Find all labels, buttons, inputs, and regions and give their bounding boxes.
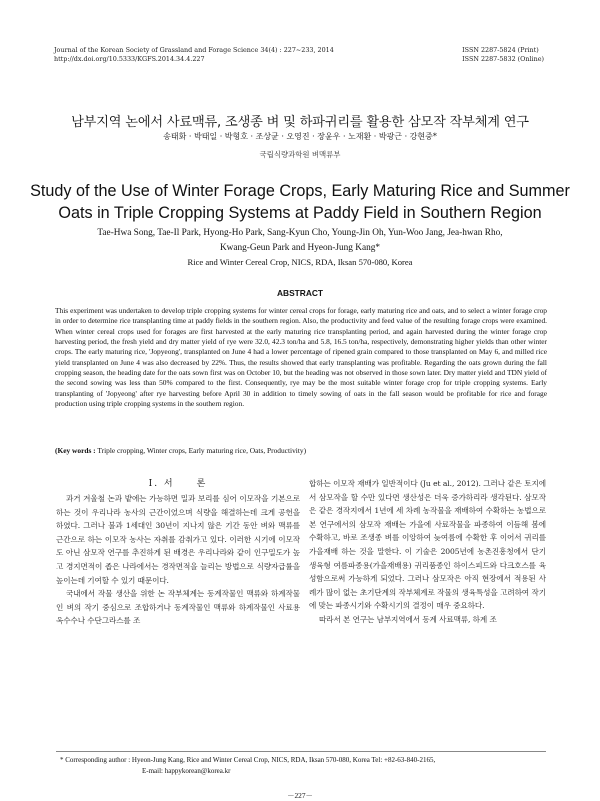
- intro-paragraph-4: 따라서 본 연구는 남부지역에서 동계 사료맥류, 하계 조: [319, 614, 497, 624]
- intro-paragraph-2: 국내에서 작물 생산을 위한 논 작부체계는 동계작물인 맥류와 하계작물인 벼의 작기 중심으로 조합하거나 동계작물인 맥류와 하계작물인 사료용 옥수수나 수단그라스를 조: [56, 589, 300, 626]
- intro-paragraph-3: 합하는 이모작 재배가 일반적이다 (Ju et al., 2012). 그러나 같은 토지에서 삼모작을 할 수만 있다면 생산성은 더욱 증가하리라 생각된다. 삼모작은 같은 경작지에서 1년에 세 차례 농작물을 재배하여 수확하는 농법으로 본 연구에서의 삼모작 재배는 가을에 사료작물을 파종하여 이듬해 봄에 수확하고, 바로 조생종 벼를 이앙하여 늦여름에 수확한 후 이어서 귀리를 가을재배 하는 것을 말한다. 이 기술은 2005년에 농촌진흥청에서 단기 생육형 여름파종용(가을재배용) 귀리품종인 하이스피드와 다크호스를 육성함으로써 가능하게 되었다. 그러나 삼모작은 아직 현장에서 적용된 사례가 많이 없는 초기단계의 작부체계로 작물의 생육특성을 고려하여 작기에 맞는 파종시기와 수확시기의 결정이 매우 중요하다.: [309, 479, 546, 611]
- keywords-list: Triple cropping, Winter crops, Early maturing rice, Oats, Productivity): [97, 446, 307, 455]
- korean-affiliation: 국립식량과학원 벼맥류부: [259, 150, 341, 159]
- body-column-right: [309, 477, 546, 627]
- footnote-divider: [56, 751, 546, 752]
- korean-title: 남부지역 논에서 사료맥류, 조생종 벼 및 하파귀리를 활용한 삼모작 작부체계 연구: [71, 115, 529, 130]
- doi-link[interactable]: http://dx.doi.org/10.5333/KGFS.2014.34.4.227: [54, 55, 205, 63]
- footnote: [60, 755, 546, 777]
- abstract-heading: ABSTRACT: [276, 288, 324, 298]
- english-authors-line1: Tae-Hwa Song, Tae-Il Park, Hyong-Ho Park, Sang-Kyun Cho, Young-Jin Oh, Yun-Woo Jang, Jea-hwan Rho,: [97, 228, 503, 238]
- keywords: [55, 446, 547, 455]
- section-heading-introduction: Ⅰ. 서 론: [148, 479, 208, 489]
- issn-online: ISSN 2287-5832 (Online): [462, 55, 544, 63]
- page-number: －227－: [287, 791, 313, 800]
- english-authors-line2: Kwang-Geun Park and Hyeon-Jung Kang*: [219, 243, 381, 253]
- english-authors: [40, 226, 560, 256]
- keywords-label: (Key words :: [55, 446, 96, 455]
- author-email[interactable]: E-mail: happykorean@korea.kr: [142, 767, 231, 775]
- issn-print: ISSN 2287-5824 (Print): [462, 46, 539, 54]
- abstract-body: This experiment was undertaken to develop triple cropping systems for winter cereal crops for forage, early maturing rice and oats, and to select a winter forage crop in order to determine rice transplanting time at paddy fields in the southern region. Also, the productivity and feed value of the resulting forage crops were examined. When winter cereal crops used for forages are first harvested at the early maturing rice transplanting period, and again harvested during the winter forage crop harvesting period, the fresh yield and dry matter yield of rye were 32.0, 42.3 ton/ha and 5.8, 16.5 ton/ha, respectively, demonstrating higher yields than other winter crops. The early maturing rice, 'Jopyeong', transplanted on June 4 had a lower percentage of ripened grain compared to those transplanted on May 6, and milled rice yield transplanted on June 4 was also decreased by 22%. Thus, the results showed that early transplanting was profitable. Regarding the oats grown during the fall cropping season, the heading date for the oats sown first was on October 10, but the heading was not observed in those sown later. Dry matter yield and TDN yield of the second sowing was less than 50% compared to the first. Consequently, rye may be the most suitable winter forage crop for triple cropping systems. Early transplanting of 'Jopyeong' after rye harvesting before April 30 in addition to timely sowing of oats in the fall season would be profitable for rice and forage production using triple cropping systems in the southern region.: [55, 306, 547, 409]
- body-column-left: [56, 492, 300, 628]
- journal-header: [54, 46, 334, 64]
- intro-paragraph-1: 과거 겨울철 논과 밭에는 가능하면 밀과 보리를 심어 이모작을 기본으로 하는 것이 우리나라 농사의 근간이었으며 식량을 해결하는데 크게 공헌을 하였다. 그러나 불과 1세대인 30년이 지나지 않은 기간 동안 벼와 맥류를 근간으로 하는 이모작 농사는 자취를 감춰가고 있다. 이러한 시기에 이모작도 아닌 삼모작 연구를 추진하게 된 배경은 우리나라와 같이 인구밀도가 높고 경지면적이 좁은 나라에서는 경작면적을 늘리는 방법으로 식량자급률을 높이는데 기여할 수 있기 때문이다.: [56, 494, 300, 585]
- korean-authors: 송태화 · 박태일 · 박형호 · 조상균 · 오영진 · 장윤우 · 노재환 · 박광근 · 강현중*: [163, 132, 437, 141]
- journal-citation: Journal of the Korean Society of Grassland and Forage Science 34(4) : 227~233, 2014: [54, 46, 334, 54]
- english-title: Study of the Use of Winter Forage Crops, Early Maturing Rice and Summer Oats in Triple Cropping Systems at Paddy Field in Southern Region: [30, 182, 570, 222]
- corresponding-author: * Corresponding author : Hyeon-Jung Kang, Rice and Winter Cereal Crop, NICS, RDA, Iksan 570-080, Korea Tel: +82-63-840-2165,: [60, 756, 436, 764]
- english-affiliation: Rice and Winter Cereal Crop, NICS, RDA, Iksan 570-080, Korea: [187, 257, 413, 267]
- issn-block: [462, 46, 544, 64]
